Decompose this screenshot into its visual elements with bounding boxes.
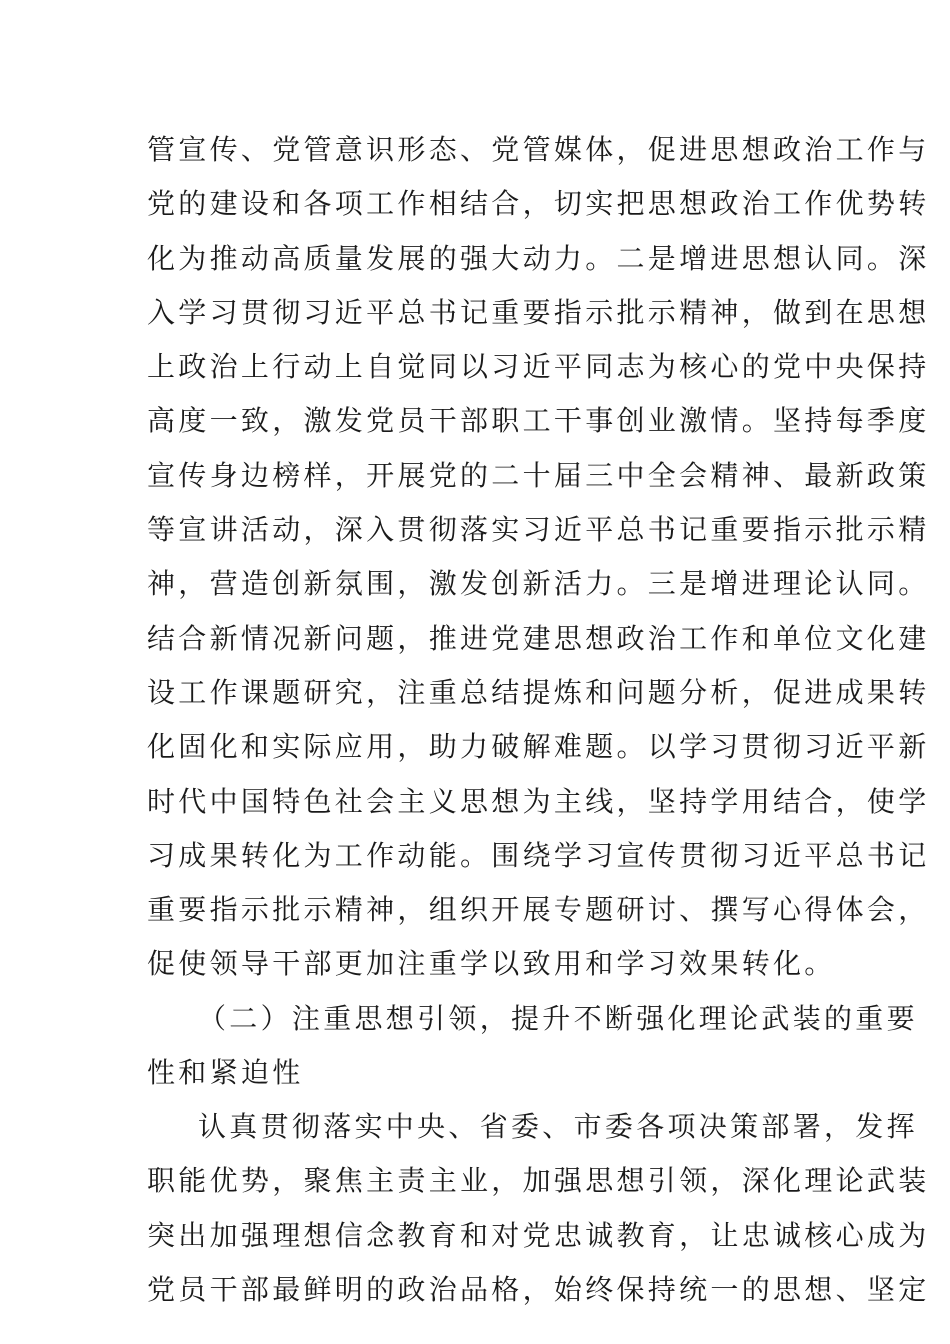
text-line: 神，营造创新氛围，激发创新活力。三是增进理论认同。 [147, 567, 930, 601]
text-line: 设工作课题研究，注重总结提炼和问题分析，促进成果转 [147, 675, 930, 709]
text-line: 高度一致，激发党员干部职工干事创业激情。坚持每季度 [147, 404, 930, 438]
text-line: 认真贯彻落实中央、省委、市委各项决策部署，发挥 [198, 1110, 918, 1143]
text-line: 党的建设和各项工作相结合，切实把思想政治工作优势转 [147, 187, 930, 221]
text-line: 重要指示批示精神，组织开展专题研讨、撰写心得体会， [147, 893, 930, 927]
text-line: 党员干部最鲜明的政治品格，始终保持统一的思想、坚定 [147, 1272, 930, 1306]
text-line: 时代中国特色社会主义思想为主线，坚持学用结合，使学 [147, 784, 930, 818]
text-line: 入学习贯彻习近平总书记重要指示批示精神，做到在思想 [147, 295, 930, 329]
text-line: 化固化和实际应用，助力破解难题。以学习贯彻习近平新 [147, 730, 930, 764]
body-paragraph [147, 1100, 930, 1317]
heading-line: 性和紧迫性 [147, 1056, 304, 1090]
text-line: 结合新情况新问题，推进党建思想政治工作和单位文化建 [147, 621, 930, 655]
text-line: 化为推动高质量发展的强大动力。二是增进思想认同。深 [147, 241, 930, 275]
text-line: 宣传身边榜样，开展党的二十届三中全会精神、最新政策 [147, 458, 930, 492]
text-line: 职能优势，聚焦主责主业，加强思想引领，深化理论武装 [147, 1164, 930, 1198]
text-line: 等宣讲活动，深入贯彻落实习近平总书记重要指示批示精 [147, 513, 930, 547]
text-line: 习成果转化为工作动能。围绕学习宣传贯彻习近平总书记 [147, 838, 930, 872]
text-line: 突出加强理想信念教育和对党忠诚教育，让忠诚核心成为 [147, 1218, 930, 1252]
text-line: 管宣传、党管意识形态、党管媒体，促进思想政治工作与 [147, 133, 930, 166]
text-line: 促使领导干部更加注重学以致用和学习效果转化。 [147, 947, 836, 981]
text-line: 上政治上行动上自觉同以习近平同志为核心的党中央保持 [147, 350, 930, 384]
heading-line: （二）注重思想引领，提升不断强化理论武装的重要 [198, 1002, 918, 1035]
body-paragraph [147, 123, 930, 992]
section-heading [147, 992, 918, 1101]
